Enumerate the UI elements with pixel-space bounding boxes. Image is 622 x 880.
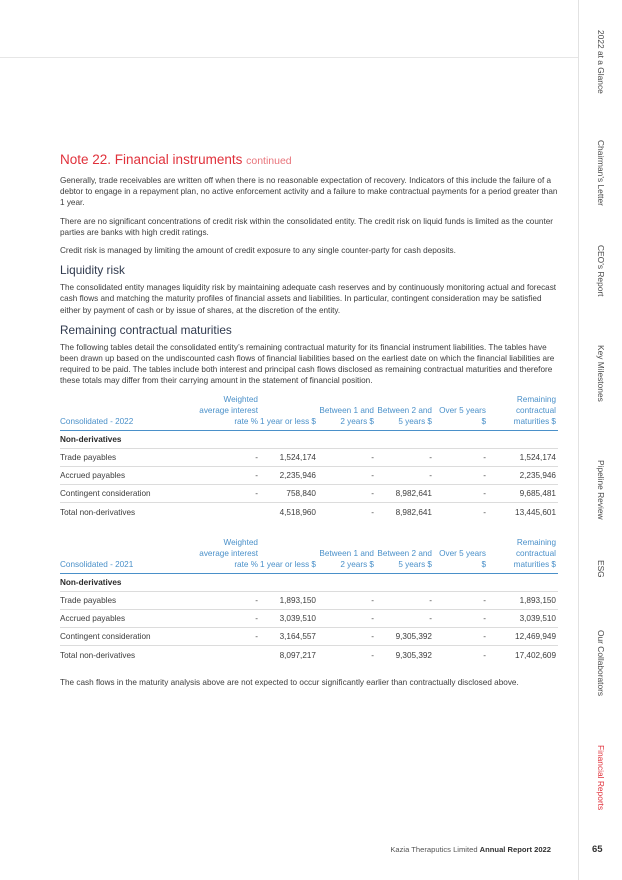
section-label: Non-derivatives (60, 431, 558, 449)
table-spacer (60, 521, 560, 536)
table-row: Accrued payables - 2,235,946 - - - 2,235,946 (60, 467, 558, 485)
paragraph-concentration: There are no significant concentrations of credit risk within the consolidated entity. The credit risk on liquid funds is limited as the counter parties are banks with high credit ratings. (60, 216, 554, 237)
col-header-remaining: Remaining contractual maturities $ (488, 394, 558, 431)
col-header-1year: 1 year or less $ (260, 537, 318, 574)
nav-item-chairman[interactable]: Chairman’s Letter (596, 140, 606, 206)
col-header-interest: Weighted average interest rate % (196, 394, 260, 431)
page-number: 65 (592, 844, 603, 855)
note-title-text: Note 22. Financial instruments (60, 152, 243, 167)
page-footer (390, 845, 551, 854)
nav-item-glance[interactable]: 2022 at a Glance (596, 30, 606, 94)
nav-item-milestones[interactable]: Key Milestones (596, 345, 606, 402)
closing-paragraph: The cash flows in the maturity analysis above are not expected to occur significantly earlier than contractually disclosed above. (60, 677, 519, 687)
col-header-1year: 1 year or less $ (260, 394, 318, 431)
total-row: Total non-derivatives 8,097,217 - 9,305,392 - 17,402,609 (60, 646, 558, 664)
col-header-1to2: Between 1 and 2 years $ (318, 537, 376, 574)
paragraph-writeoff: Generally, trade receivables are written off when there is no reasonable expectation of recovery. Indicators of this include the failure of a debtor to engage in a repayment plan, no active enforcement activity and a failure to make contractual payments for a period greater than 1 year. (60, 176, 558, 208)
footer-company: Kazia Theraputics Limited (390, 845, 478, 854)
nav-item-esg[interactable]: ESG (596, 560, 606, 578)
table-row: Accrued payables - 3,039,510 - - - 3,039,510 (60, 610, 558, 628)
col-header-2to5: Between 2 and 5 years $ (376, 537, 434, 574)
maturities-heading: Remaining contractual maturities (60, 322, 232, 337)
col-header-2to5: Between 2 and 5 years $ (376, 394, 434, 431)
table-row: Contingent consideration - 3,164,557 - 9,305,392 - 12,469,949 (60, 628, 558, 646)
main-content (60, 152, 560, 695)
note-continued: continued (246, 155, 292, 167)
nav-item-ceo[interactable]: CEO’s Report (596, 245, 606, 297)
col-header-remaining: Remaining contractual maturities $ (488, 537, 558, 574)
paragraph-credit-limit: Credit risk is managed by limiting the amount of credit exposure to any single counter-party for cash deposits. (60, 246, 456, 256)
top-divider (0, 57, 578, 58)
liquidity-heading: Liquidity risk (60, 263, 125, 278)
maturity-table-2021 (60, 537, 558, 664)
table-row: Trade payables - 1,524,174 - - - 1,524,174 (60, 449, 558, 467)
total-row: Total non-derivatives 4,518,960 - 8,982,641 - 13,445,601 (60, 503, 558, 521)
side-divider (578, 0, 579, 880)
table-row: Trade payables - 1,893,150 - - - 1,893,150 (60, 592, 558, 610)
nav-item-collaborators[interactable]: Our Collaborators (596, 630, 606, 697)
footer-report: Annual Report 2022 (479, 845, 551, 854)
section-label: Non-derivatives (60, 574, 558, 592)
nav-item-pipeline[interactable]: Pipeline Review (596, 460, 606, 520)
nav-item-financial-reports[interactable]: Financial Reports (596, 745, 606, 811)
col-header-over5: Over 5 years $ (434, 394, 488, 431)
table-title: Consolidated - 2021 (60, 537, 196, 574)
table-row: Contingent consideration - 758,840 - 8,982,641 - 9,685,481 (60, 485, 558, 503)
maturities-text: The following tables detail the consolidated entity’s remaining contractual maturity for its financial instrument liabilities. The tables have been drawn up based on the undiscounted cash flows of financial liabilities based on the earliest date on which the financial liabilities are required to be paid. The tables include both interest and principal cash flows disclosed as remaining contractual maturities and therefore these totals may differ from their carrying amount in the statement of financial position. (60, 342, 555, 386)
maturity-table-2022 (60, 394, 558, 521)
col-header-1to2: Between 1 and 2 years $ (318, 394, 376, 431)
liquidity-text: The consolidated entity manages liquidity risk by maintaining adequate cash reserves and by continuously monitoring actual and forecast cash flows and matching the maturity profiles of financial assets and liabilities. In particular, contingent consideration may be satisfied either by payment of cash or by issue of shares, at the discretion of the entity. (60, 283, 557, 315)
col-header-over5: Over 5 years $ (434, 537, 488, 574)
section-nav (592, 0, 612, 880)
col-header-interest: Weighted average interest rate % (196, 537, 260, 574)
note-title (60, 152, 560, 167)
table-title: Consolidated - 2022 (60, 394, 196, 431)
